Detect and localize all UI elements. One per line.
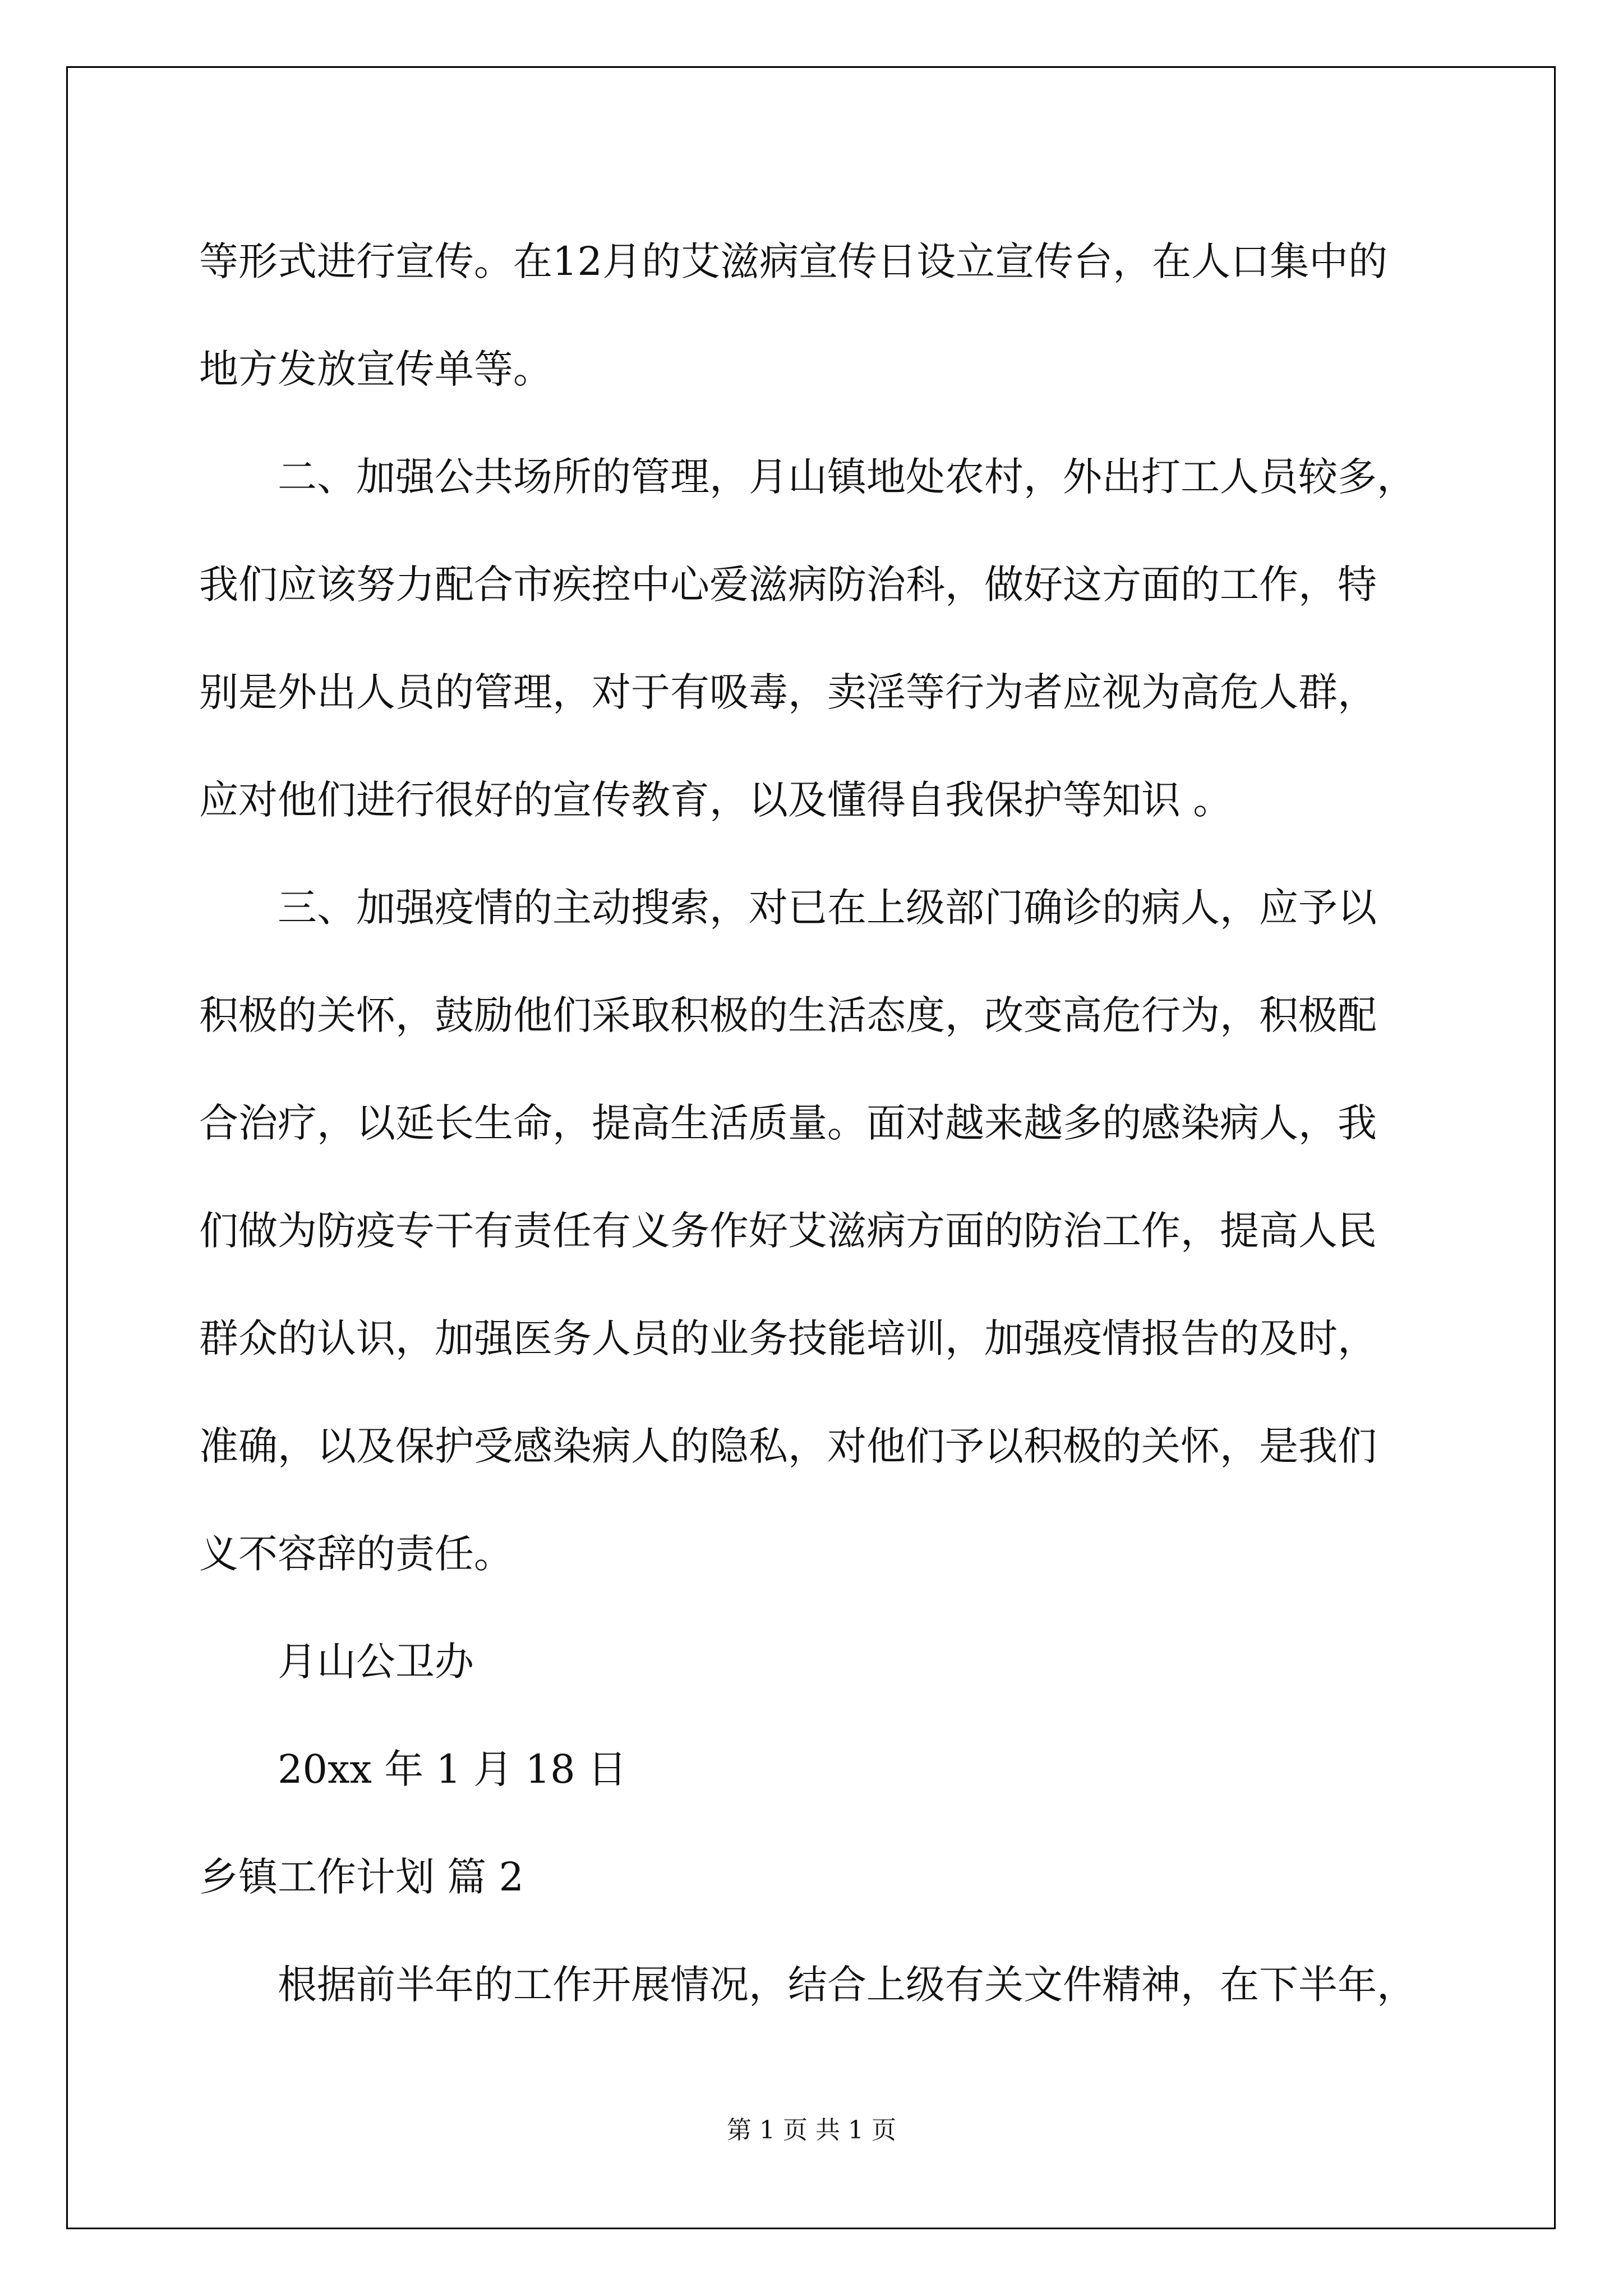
text-line: 合治疗，以延长生命，提高生活质量。面对越来越多的感染病人，我: [199, 1100, 1377, 1146]
text-line: 等形式进行宣传。在12月的艾滋病宣传日设立宣传台，在人口集中的: [199, 238, 1388, 284]
text-line: 应对他们进行很好的宣传教育，以及懂得自我保护等知识 。: [199, 777, 1233, 823]
document-body: [199, 208, 1467, 2039]
text-line: 准确，以及保护受感染病人的隐私，对他们予以积极的关怀，是我们: [199, 1423, 1377, 1469]
text-line: 群众的认识，加强医务人员的业务技能培训，加强疫情报告的及时，: [199, 1315, 1377, 1361]
signature-date: 20xx 年 1 月 18 日: [278, 1746, 627, 1792]
paragraph-start: 二、加强公共场所的管理，月山镇地处农村，外出打工人员较多，: [278, 454, 1416, 500]
signature-org: 月山公卫办: [278, 1639, 474, 1685]
paragraph-start: 三、加强疫情的主动搜索，对已在上级部门确诊的病人，应予以: [278, 885, 1377, 931]
text-line: 地方发放宣传单等。: [199, 346, 552, 392]
text-line: 积极的关怀，鼓励他们采取积极的生活态度，改变高危行为，积极配: [199, 992, 1377, 1038]
paragraph-start: 根据前半年的工作开展情况，结合上级有关文件精神，在下半年，: [278, 1962, 1416, 2008]
text-line: 们做为防疫专干有责任有义务作好艾滋病方面的防治工作，提高人民: [199, 1208, 1377, 1254]
text-line: 别是外出人员的管理，对于有吸毒，卖淫等行为者应视为高危人群，: [199, 669, 1377, 715]
section-heading: 乡镇工作计划 篇 2: [199, 1854, 524, 1900]
page-footer: 第 1 页 共 1 页: [727, 2116, 896, 2145]
text-line: 我们应该努力配合市疾控中心爱滋病防治科，做好这方面的工作，特: [199, 562, 1377, 608]
text-line: 义不容辞的责任。: [199, 1531, 513, 1577]
